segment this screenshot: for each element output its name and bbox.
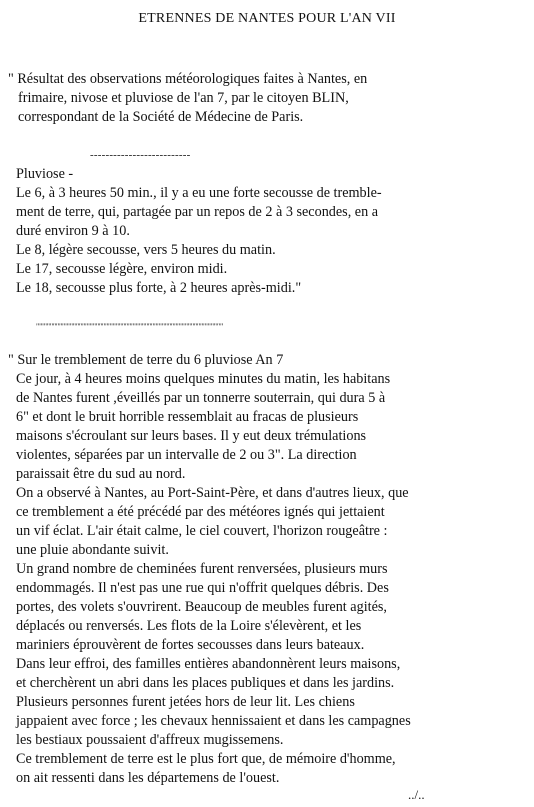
article-line: ce tremblement a été précédé par des météores ignés qui jettaient (16, 504, 385, 520)
article-line: maisons s'écroulant sur leurs bases. Il y eut deux trémulations (16, 428, 367, 444)
article-heading: " Sur le tremblement de terre du 6 pluviose An 7 (8, 352, 284, 368)
article-line: violentes, séparées par un intervalle de 2 ou 3". La direction (16, 447, 357, 463)
intro-line: correspondant de la Société de Médecine de Paris. (18, 109, 304, 125)
earthquake-article (8, 351, 530, 788)
article-line: déplacés ou renversés. Les flots de la Loire s'élevèrent, et les (16, 618, 362, 634)
article-line: Ce tremblement de terre est le plus fort que, de mémoire d'homme, (16, 751, 396, 767)
intro-line: frimaire, nivose et pluviose de l'an 7, par le citoyen BLIN, (18, 90, 349, 106)
pluviose-line: Le 18, secousse plus forte, à 2 heures après-midi." (16, 280, 302, 296)
article-line: Plusieurs personnes furent jetées hors de leur lit. Les chiens (16, 694, 355, 710)
article-line: et cherchèrent un abri dans les places publiques et dans les jardins. (16, 675, 395, 691)
pluviose-observations (16, 165, 526, 298)
pluviose-line: Le 8, légère secousse, vers 5 heures du matin. (16, 242, 276, 258)
article-line: les bestiaux poussaient d'affreux mugissemens. (16, 732, 284, 748)
article-line: Dans leur effroi, des familles entières abandonnèrent leurs maisons, (16, 656, 401, 672)
dash-separator: -------------------------- (90, 149, 191, 161)
pluviose-line: duré environ 9 à 10. (16, 223, 130, 239)
article-line: portes, des volets s'ouvrirent. Beaucoup de meubles furent agités, (16, 599, 387, 615)
article-line: Un grand nombre de cheminées furent renversées, plusieurs murs (16, 561, 388, 577)
pluviose-line: Le 6, à 3 heures 50 min., il y a eu une forte secousse de tremble- (16, 185, 382, 201)
intro-paragraph (8, 70, 528, 127)
page-title: ETRENNES DE NANTES POUR L'AN VII (138, 11, 396, 26)
continuation-mark: ../.. (408, 787, 425, 802)
article-line: 6" et dont le bruit horrible ressemblait au fracas de plusieurs (16, 409, 359, 425)
article-line: un vif éclat. L'air était calme, le ciel couvert, l'horizon rougeâtre : (16, 523, 388, 539)
article-line: On a observé à Nantes, au Port-Saint-Père, et dans d'autres lieux, que (16, 485, 409, 501)
article-line: paraissait être du sud au nord. (16, 466, 186, 482)
article-line: endommagés. Il n'est pas une rue qui n'offrit quelques débris. Des (16, 580, 389, 596)
article-line: jappaient avec force ; les chevaux hennissaient et dans les campagnes (16, 713, 411, 729)
intro-line: " Résultat des observations météorologiques faites à Nantes, en (8, 71, 368, 87)
article-line: on ait ressenti dans les départemens de l'ouest. (16, 770, 280, 786)
article-line: Ce jour, à 4 heures moins quelques minutes du matin, les habitans (16, 371, 391, 387)
pluviose-line: Le 17, secousse légère, environ midi. (16, 261, 228, 277)
quote-separator: """"""""""""""""""""""""""""""""""""""""""""""""""""""""""""" (36, 322, 224, 331)
article-line: mariniers éprouvèrent de fortes secousses dans leurs bateaux. (16, 637, 365, 653)
pluviose-line: Pluviose - (16, 166, 74, 182)
article-line: une pluie abondante suivit. (16, 542, 169, 558)
article-line: de Nantes furent ,éveillés par un tonnerre souterrain, qui dura 5 à (16, 390, 386, 406)
pluviose-line: ment de terre, qui, partagée par un repos de 2 à 3 secondes, en a (16, 204, 379, 220)
